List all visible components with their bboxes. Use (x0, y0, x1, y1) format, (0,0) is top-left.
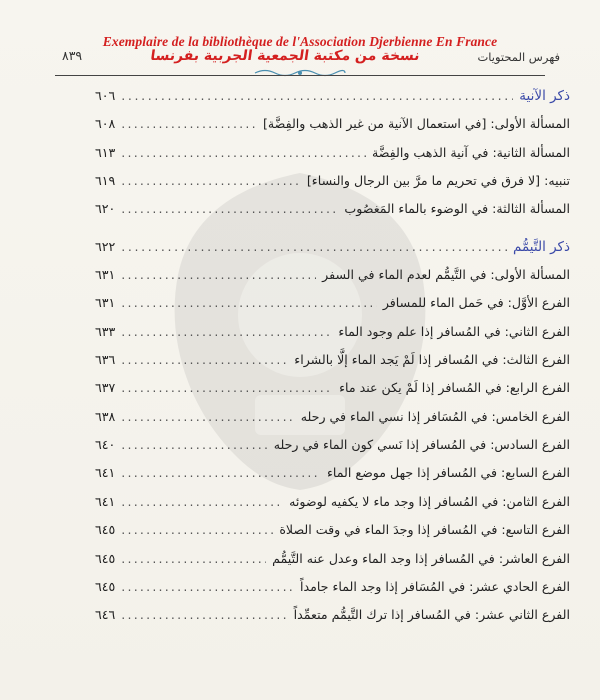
toc-page-number: ٦٢٠ (95, 201, 116, 217)
dot-leader (121, 239, 507, 254)
toc-entry-text: الفرع التاسع: في المُسافر إذا وجدَ الماء في وقت الصلاة (279, 522, 570, 538)
dot-leader (121, 267, 316, 282)
toc-entry-text: المسألة الأولى: في التَّيمُّم لعدم الماء في السفر (322, 267, 570, 283)
table-of-contents (95, 88, 570, 636)
toc-entry-text: الفرع العاشر: في المُسافر إذا وجد الماء وعدل عنه التَّيمُّم (272, 550, 570, 566)
toc-page-number: ٦٤٥ (95, 578, 116, 594)
dot-leader (121, 145, 366, 160)
dot-leader (121, 88, 513, 103)
dot-leader (121, 607, 287, 622)
header-rule (55, 75, 545, 76)
dot-leader (121, 295, 377, 310)
toc-entry-text: الفرع الثاني عشر: في المُسافر إذا ترك التَّيمُّم متعمِّداً (293, 607, 570, 623)
dot-leader (121, 173, 301, 188)
toc-page-number: ٦٠٦ (95, 88, 116, 103)
page-number: ٨٣٩ (62, 48, 83, 63)
dot-leader (121, 201, 338, 216)
toc-page-number: ٦٤٥ (95, 522, 116, 538)
toc-page-number: ٦٣٦ (95, 352, 116, 368)
toc-page-number: ٦٢٢ (95, 238, 116, 254)
toc-entry[interactable] (95, 173, 570, 201)
toc-entry[interactable] (95, 522, 570, 550)
toc-section-heading[interactable] (95, 88, 570, 116)
toc-page-number: ٦٣٣ (95, 323, 116, 339)
dot-leader (121, 522, 273, 537)
toc-section-heading[interactable] (95, 239, 570, 267)
toc-entry[interactable] (95, 324, 570, 352)
toc-entry[interactable] (95, 295, 570, 323)
toc-entry[interactable] (95, 352, 570, 380)
toc-page-number: ٦٤١ (95, 465, 116, 481)
dot-leader (121, 324, 332, 339)
dot-leader (121, 352, 288, 367)
toc-entry-text: الفرع الثاني: في المُسافر إذا علم وجود الماء (338, 323, 570, 339)
toc-entry[interactable] (95, 267, 570, 295)
toc-entry[interactable] (95, 201, 570, 229)
toc-page-number: ٦٣١ (95, 295, 116, 311)
toc-page-number: ٦٣٧ (95, 380, 116, 396)
toc-entry[interactable] (95, 579, 570, 607)
toc-page-number: ٦١٩ (95, 173, 116, 189)
toc-entry[interactable] (95, 409, 570, 437)
toc-entry-text: المسألة الأولى: [في استعمال الآنية من غير الذهب والفِضَّة] (262, 116, 570, 132)
toc-entry[interactable] (95, 437, 570, 465)
toc-entry[interactable] (95, 465, 570, 493)
toc-page-number: ٦٤٥ (95, 550, 116, 566)
toc-page-number: ٦٣١ (95, 267, 116, 283)
toc-entry[interactable] (95, 145, 570, 173)
toc-entry-text: الفرع الثالث: في المُسافر إذا لَمْ يَجد الماء إلَّا بالشراء (294, 352, 570, 368)
toc-entry-text: المسألة الثانية: في آنية الذهب والفِضَّة (371, 144, 570, 160)
toc-page-number: ٦٣٨ (95, 408, 116, 424)
ornament-icon (250, 68, 350, 78)
toc-page-number: ٦٤٠ (95, 437, 116, 453)
dot-leader (121, 437, 267, 452)
dot-leader (121, 465, 321, 480)
toc-entry-text: تنبيه: [لا فرق في تحريم ما مرَّ بين الرجال والنساء] (306, 173, 570, 189)
toc-entry[interactable] (95, 380, 570, 408)
toc-entry[interactable] (95, 607, 570, 635)
toc-entry-text: الفرع الرابع: في المُسافر إذا لَمْ يكن عند ماء (339, 380, 570, 396)
toc-entry-text: الفرع السابع: في المُسافر إذا جهل موضع الماء (327, 465, 570, 481)
library-stamp-french: Exemplaire de la bibliothèque de l'Association Djerbienne En France (102, 34, 498, 49)
section-spacer (95, 230, 570, 239)
running-title: فهرس المحتويات (477, 50, 560, 64)
toc-page-number: ٦١٣ (95, 144, 116, 160)
toc-entry-text: المسألة الثالثة: في الوضوء بالماء المَغصُوب (344, 201, 570, 217)
toc-entry-text: الفرع الحادي عشر: في المُسَافر إذا وجد الماء جامداً (299, 578, 570, 594)
toc-entry-text: الفرع الأوَّل: في حَمل الماء للمسافر (382, 295, 570, 311)
library-stamp-arabic: نسخة من مكتبة الجمعية الجربية بفرنسا (149, 48, 421, 64)
toc-page-number: ٦٤٦ (95, 607, 116, 623)
toc-entry-text: الفرع الخامس: في المُسَافر إذا نسي الماء في رحله (300, 408, 570, 424)
toc-section-title: ذكر التَّيمُّم (513, 238, 570, 255)
dot-leader (121, 551, 266, 566)
toc-entry-text: الفرع السادس: في المُسافر إذا نَسي كون الماء في رحله (273, 437, 570, 453)
toc-entry-text: الفرع الثامن: في المُسافر إذا وجد ماء لا يكفيه لوضوئه (289, 493, 570, 509)
toc-page-number: ٦٤١ (95, 493, 116, 509)
toc-entry[interactable] (95, 494, 570, 522)
dot-leader (121, 409, 294, 424)
toc-entry[interactable] (95, 116, 570, 144)
dot-leader (121, 380, 333, 395)
dot-leader (121, 494, 283, 509)
dot-leader (121, 116, 257, 131)
toc-section-title: ذكر الآنية (519, 88, 570, 104)
toc-page-number: ٦٠٨ (95, 116, 116, 132)
dot-leader (121, 579, 294, 594)
toc-entry[interactable] (95, 551, 570, 579)
